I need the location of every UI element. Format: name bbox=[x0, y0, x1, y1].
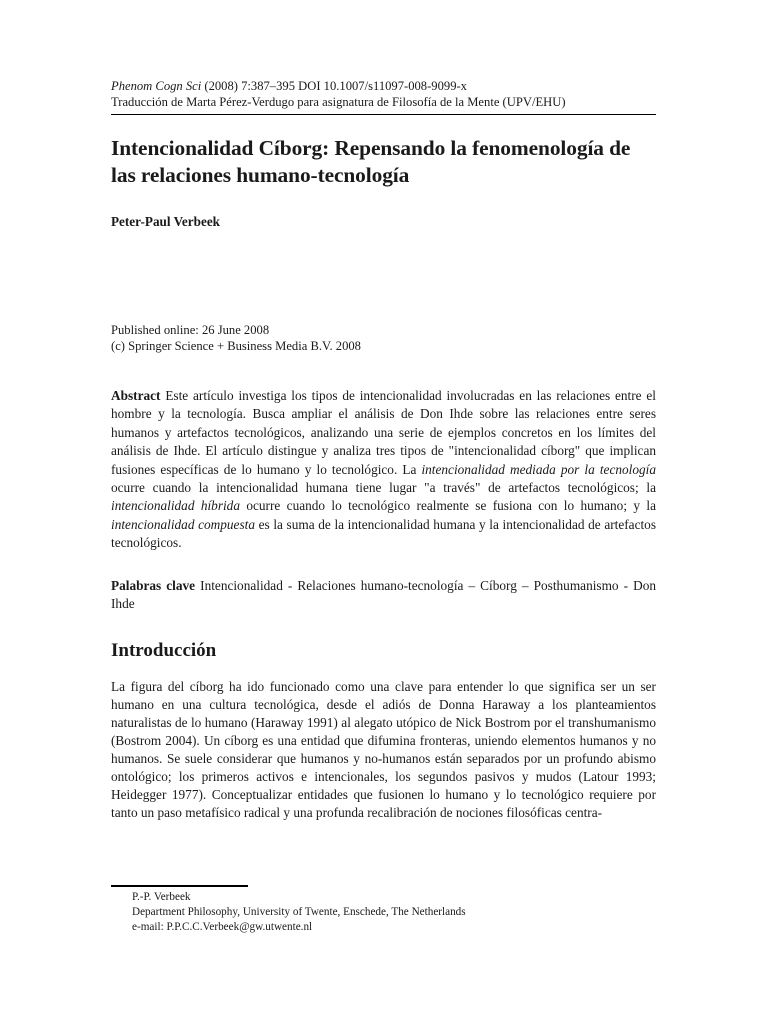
footnote-rule bbox=[111, 885, 248, 887]
author-name: Peter-Paul Verbeek bbox=[111, 214, 221, 229]
author-footnote bbox=[132, 890, 652, 935]
publication-info bbox=[111, 322, 656, 354]
abstract-emphasis-2: intencionalidad híbrida bbox=[111, 498, 240, 514]
journal-name: Phenom Cogn Sci bbox=[111, 79, 202, 93]
running-header bbox=[111, 78, 656, 110]
abstract-text-4: es la suma de la intencionalidad humana y la intencionalidad de artefactos tecnológicos. bbox=[111, 516, 656, 551]
citation-details: (2008) 7:387–395 DOI 10.1007/s11097-008-9099-x bbox=[201, 79, 467, 93]
article-title: Intencionalidad Cíborg: Repensando la fenomenología de las relaciones humano-tecnología bbox=[111, 136, 631, 187]
citation-line bbox=[111, 78, 656, 94]
copyright-line: (c) Springer Science + Business Media B.V. 2008 bbox=[111, 339, 361, 353]
footnote-name: P.-P. Verbeek bbox=[132, 891, 191, 903]
abstract-label: Abstract bbox=[111, 388, 161, 403]
keywords-label: Palabras clave bbox=[111, 577, 196, 593]
translation-note: Traducción de Marta Pérez-Verdugo para asignatura de Filosofía de la Mente (UPV/EHU) bbox=[111, 95, 566, 109]
intro-paragraph: La figura del cíborg ha ido funcionado como una clave para entender lo que significa ser un ser humano en una cultura tecnológica, desde el adiós de Donna Haraway a los planteamientos naturalistas de lo humano (Haraway 1991) al alegato utópico de Nick Bostrom por el transhumanismo (Bostrom 2004). Un cíborg es una entidad que difumina fronteras, uniendo elementos humanos y no humanos. Se suele considerar que humanos y no-humanos están separados por un profundo abismo ontológico; los primeros activos e intencionales, los segundos pasivos y mudos (Latour 1993; Heidegger 1977). Conceptualizar entidades que fusionen lo humano y lo tecnológico requiere por tanto un paso metafísico radical y una profunda recalibración de nociones filosóficas centra- bbox=[111, 679, 656, 820]
abstract-emphasis-3: intencionalidad compuesta bbox=[111, 516, 255, 532]
published-online: Published online: 26 June 2008 bbox=[111, 323, 270, 337]
section-heading-intro: Introducción bbox=[111, 640, 217, 662]
abstract-emphasis-1: intencionalidad mediada por la tecnología bbox=[421, 461, 656, 477]
header-rule bbox=[111, 114, 656, 115]
abstract bbox=[111, 387, 656, 553]
keywords bbox=[111, 577, 656, 614]
abstract-text-1: Este artículo investiga los tipos de intencionalidad involucradas en las relaciones entre el hombre y la tecnología. Busca ampliar el análisis de Don Ihde sobre las relaciones entre seres humanos y artefactos tecnológicos, analizando una serie de ejemplos concretos en los límites del análisis de Ihde. El artículo distingue y analiza tres tipos de "intencionalidad cíborg" que implican fusiones específicas de lo humano y lo tecnológico. La bbox=[111, 388, 656, 477]
keywords-text: Intencionalidad - Relaciones humano-tecnología – Cíborg – Posthumanismo - Don Ihde bbox=[111, 577, 657, 612]
footnote-email: e-mail: P.P.C.C.Verbeek@gw.utwente.nl bbox=[132, 921, 313, 933]
article-page bbox=[111, 78, 656, 822]
abstract-text-3: ocurre cuando lo tecnológico realmente se fusiona con lo humano; y la bbox=[239, 498, 656, 514]
abstract-text-2: ocurre cuando la intencionalidad humana tiene lugar "a través" de artefactos tecnológicos; la bbox=[111, 480, 656, 496]
footnote-affiliation: Department Philosophy, University of Twente, Enschede, The Netherlands bbox=[132, 906, 466, 918]
